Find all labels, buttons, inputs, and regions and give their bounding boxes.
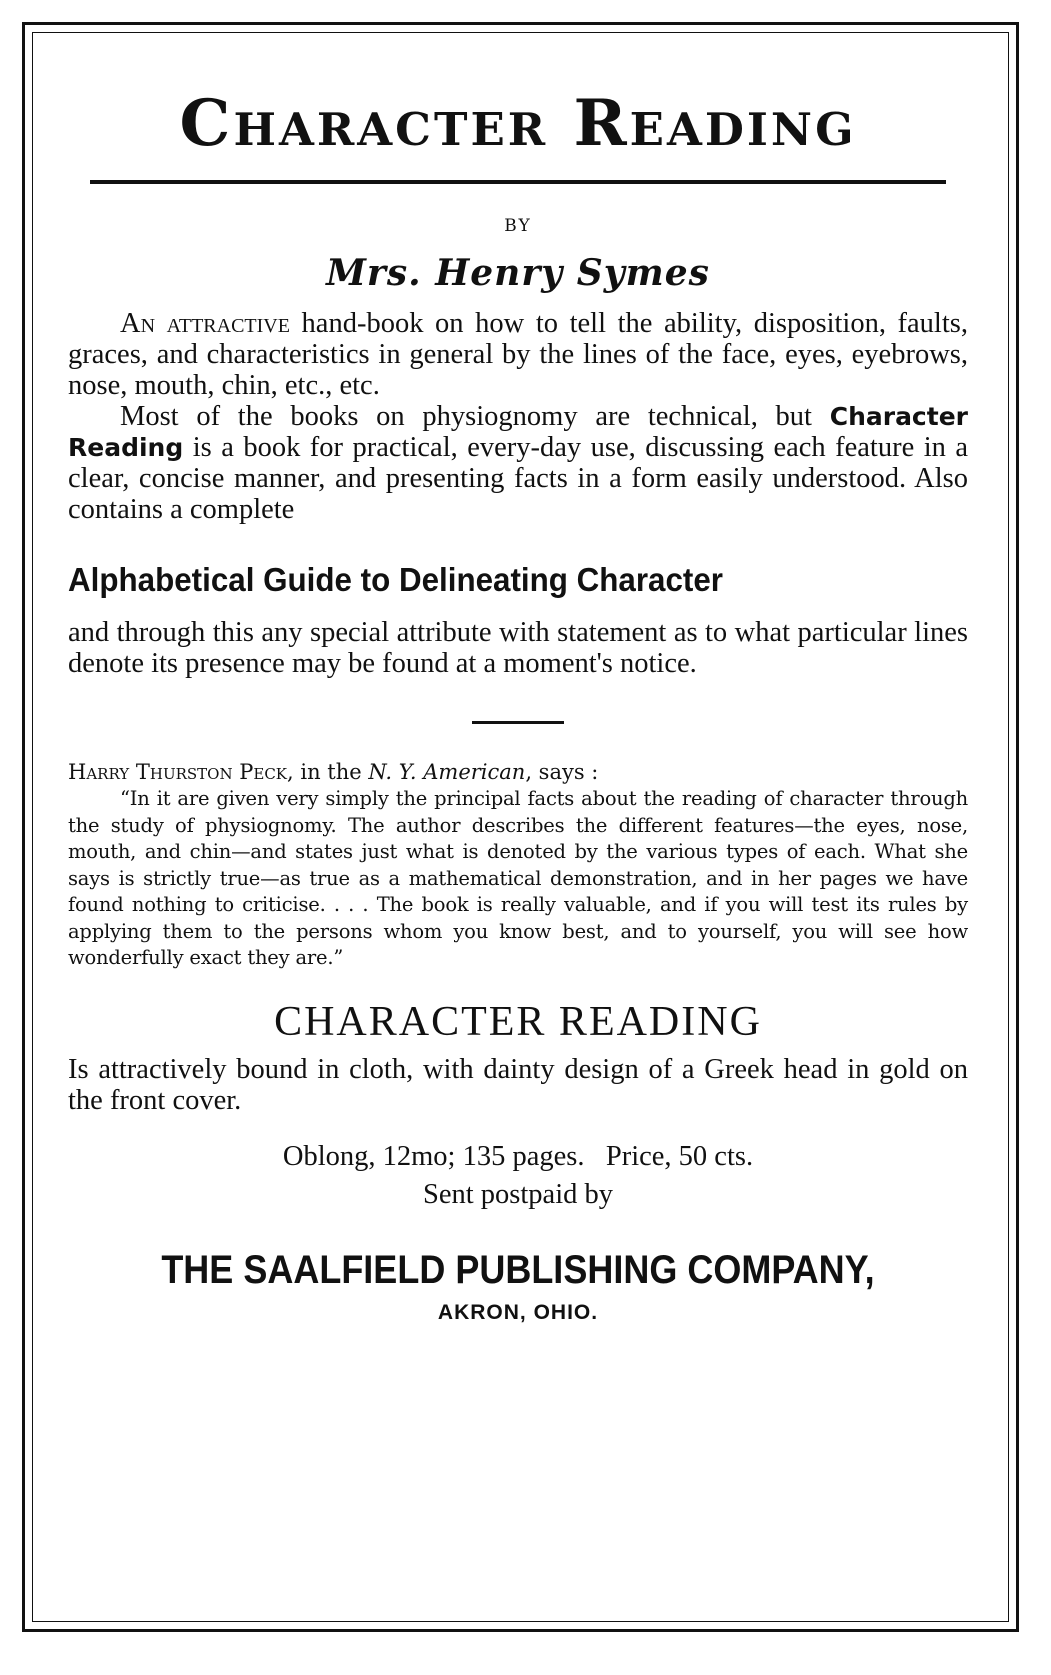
section-divider bbox=[472, 721, 564, 724]
guide-heading: Alphabetical Guide to Delineating Character bbox=[68, 561, 724, 598]
postpaid-line: Sent postpaid by bbox=[423, 1178, 613, 1210]
advertisement bbox=[68, 72, 968, 1325]
title-rule bbox=[90, 180, 946, 184]
publisher-name: THE SAALFIELD PUBLISHING COMPANY, bbox=[161, 1247, 875, 1292]
author-name: Mrs. Henry Symes bbox=[326, 252, 710, 294]
intro-lead: An attractive bbox=[120, 308, 290, 339]
review-mid: , in the bbox=[287, 760, 369, 784]
by-line: BY bbox=[504, 216, 532, 236]
review-quote: “In it are given very simply the principal facts about the reading of character through the study of physiognomy. The author describes the different features—the eyes, nose, mouth, and chin—and states just what is denoted by the various types of each. What she says is strictly true—as true as a mathematical demonstration, and in her pages we have found nothing to criticise. . . . The book is really valuable, and if you will test its rules by applying them to the persons whom you know best, and to yourself, you will see how wonderfully exact they are.” bbox=[68, 787, 968, 969]
intro-text: hand-book on how to tell the ability, disposition, faults, graces, and characteristics in general by the lines of the face, eyes, eyebrows, nose, mouth, chin, etc., etc. bbox=[68, 308, 968, 401]
intro-paragraph bbox=[68, 308, 968, 401]
para2-before: Most of the books on physiognomy are technical, but bbox=[120, 401, 830, 432]
book-title-inline: Character Reading bbox=[68, 402, 968, 462]
review-attribution bbox=[68, 760, 968, 784]
page-title: Character Reading bbox=[179, 86, 857, 161]
para2-after: is a book for practical, every-day use, discussing each feature in a clear, concise manner, and presenting facts in a form easily understood. Also contains a complete bbox=[68, 432, 968, 525]
guide-paragraph: and through this any special attribute with statement as to what particular lines denote its presence may be found at a moment's notice. bbox=[68, 617, 968, 679]
binding-paragraph: Is attractively bound in cloth, with dainty design of a Greek head in gold on the front cover. bbox=[68, 1053, 968, 1116]
price-line: Oblong, 12mo; 135 pages. Price, 50 cts. bbox=[282, 1140, 754, 1172]
publisher-city: AKRON, OHIO. bbox=[437, 1300, 599, 1324]
description-paragraph bbox=[68, 401, 968, 525]
secondary-title: CHARACTER READING bbox=[274, 998, 762, 1045]
price-block bbox=[68, 1138, 968, 1214]
review-says: , says : bbox=[525, 760, 599, 784]
publication-name: N. Y. American bbox=[368, 760, 526, 784]
reviewer-name: Harry Thurston Peck bbox=[68, 760, 288, 784]
